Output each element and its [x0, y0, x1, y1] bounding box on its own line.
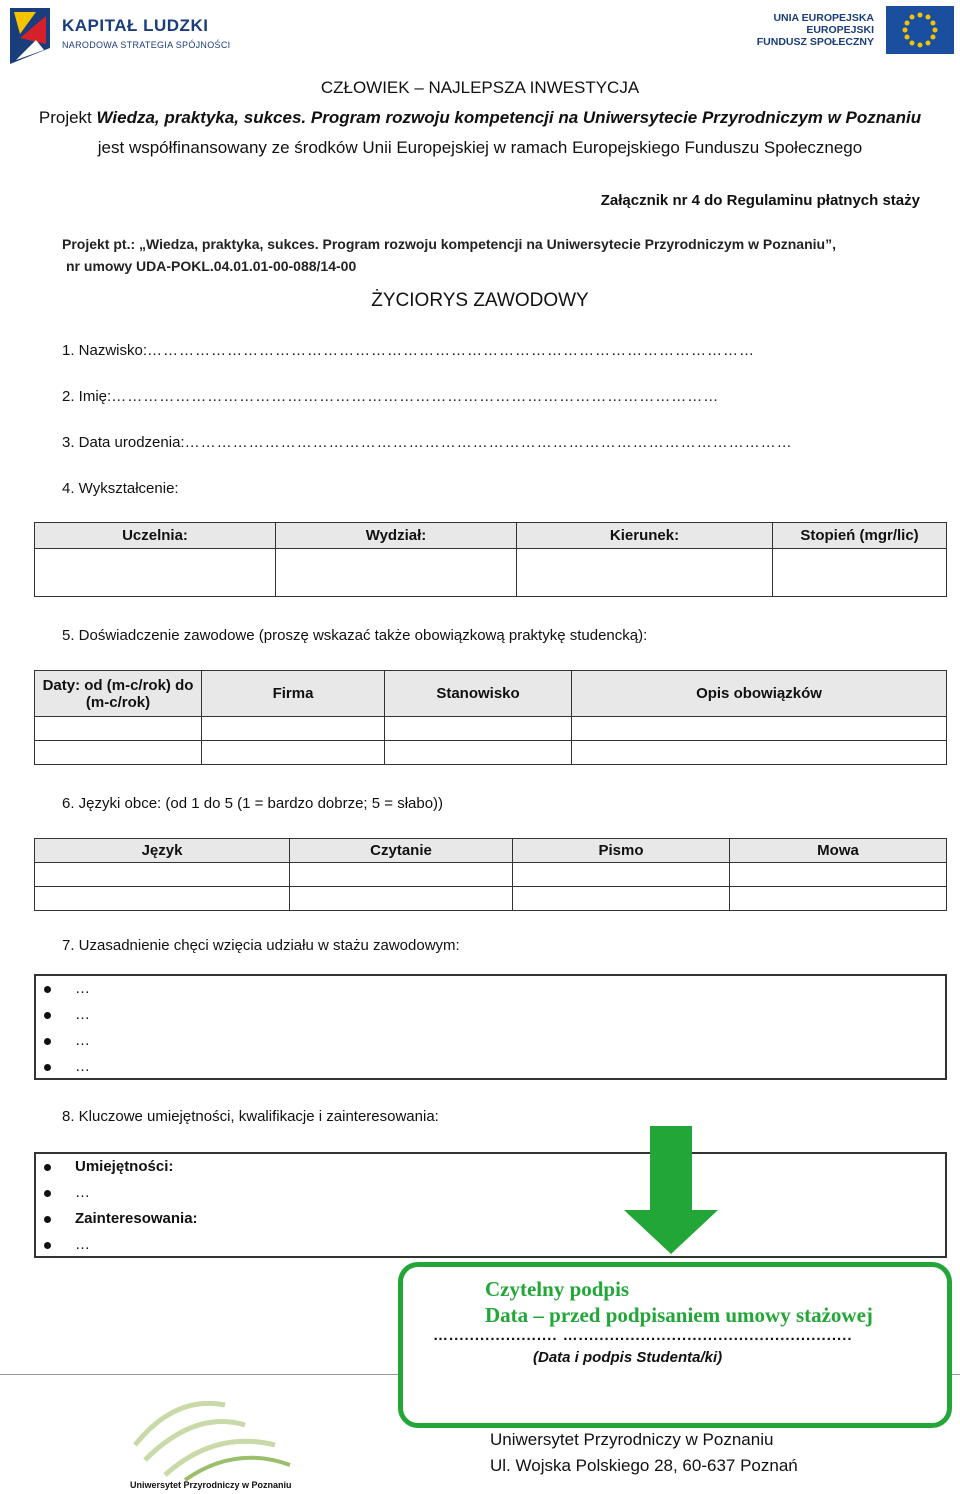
exp-header-firma: Firma — [202, 671, 385, 717]
bullet-icon — [44, 1012, 51, 1019]
kl-title: KAPITAŁ LUDZKI — [62, 16, 209, 35]
languages-label: 6. Języki obce: (od 1 do 5 (1 = bardzo dobrze; 5 = słabo)) — [62, 795, 444, 812]
signature-dots: …..................... …..................................................... — [433, 1327, 853, 1344]
project-line-2: nr umowy UDA-POKL.04.01.01-00-088/14-00 — [66, 258, 357, 274]
exp-cell[interactable] — [202, 717, 385, 741]
signature-box — [398, 1262, 952, 1428]
lang-cell[interactable] — [290, 887, 513, 911]
education-label: 4. Wykształcenie: — [62, 480, 179, 497]
exp-cell[interactable] — [385, 717, 572, 741]
edu-header-uczelnia: Uczelnia: — [35, 523, 276, 549]
bullet-icon — [44, 1242, 51, 1249]
name-field — [62, 388, 719, 405]
exp-cell[interactable] — [35, 717, 202, 741]
signature-line-1: Czytelny podpis — [485, 1277, 630, 1301]
motivation-item: … — [44, 1032, 90, 1049]
eu-flag-icon — [886, 6, 954, 54]
exp-cell[interactable] — [572, 717, 947, 741]
project-heading — [0, 108, 960, 128]
lang-cell[interactable] — [730, 863, 947, 887]
signature-caption: (Data i podpis Studenta/ki) — [533, 1349, 723, 1366]
birth-field — [62, 434, 793, 451]
skills-item: … — [44, 1184, 90, 1201]
lang-cell[interactable] — [290, 863, 513, 887]
footer-address: Ul. Wojska Polskiego 28, 60-637 Poznań — [490, 1456, 798, 1475]
annex-title: Załącznik nr 4 do Regulaminu płatnych staży — [600, 192, 920, 209]
motivation-box[interactable] — [34, 974, 947, 1080]
eu-line2: EUROPEJSKI — [806, 24, 874, 36]
bullet-icon — [44, 1064, 51, 1071]
lang-header-czytanie: Czytanie — [290, 839, 513, 863]
cofinance-note: jest współfinansowany ze środków Unii Europejskiej w ramach Europejskiego Funduszu Społecznego — [97, 138, 863, 157]
motto: CZŁOWIEK – NAJLEPSZA INWESTYCJA — [320, 78, 640, 97]
bullet-icon — [44, 1038, 51, 1045]
lang-header-pismo: Pismo — [513, 839, 730, 863]
eu-text — [757, 12, 874, 48]
exp-cell[interactable] — [35, 741, 202, 765]
surname-dots: …………………………………………………………………………………………………… — [147, 342, 756, 359]
edu-header-kierunek: Kierunek: — [517, 523, 773, 549]
lang-cell[interactable] — [513, 863, 730, 887]
project-line-1: Projekt pt.: „Wiedza, praktyka, sukces. Program rozwoju kompetencji na Uniwersytecie Przyrodniczym w Poznaniu”, — [62, 236, 836, 252]
skills-item: … — [44, 1236, 90, 1253]
footer-university: Uniwersytet Przyrodniczy w Poznaniu — [490, 1430, 774, 1449]
birth-dots: …………………………………………………………………………………………………… — [184, 434, 793, 451]
kapital-ludzki-emblem-icon — [6, 4, 62, 68]
exp-header-stanowisko: Stanowisko — [385, 671, 572, 717]
bullet-icon — [44, 1190, 51, 1197]
bullet-icon — [44, 986, 51, 993]
name-label: 2. Imię: — [62, 388, 112, 405]
lang-header-mowa: Mowa — [730, 839, 947, 863]
university-logo-icon — [115, 1385, 315, 1490]
experience-table — [34, 670, 947, 765]
languages-table — [34, 838, 947, 911]
project-prefix: Projekt — [38, 108, 97, 127]
lang-cell[interactable] — [513, 887, 730, 911]
kapital-ludzki-logo — [6, 4, 216, 68]
project-name: Wiedza, praktyka, sukces. Program rozwoju kompetencji na Uniwersytecie Przyrodniczym w Poznaniu — [96, 108, 922, 127]
edu-cell[interactable] — [773, 549, 947, 597]
signature-line-2: Data – przed podpisaniem umowy stażowej — [485, 1303, 873, 1327]
edu-header-stopien: Stopień (mgr/lic) — [773, 523, 947, 549]
experience-label: 5. Doświadczenie zawodowe (proszę wskazać także obowiązkową praktykę studencką): — [62, 627, 648, 644]
eu-line1: UNIA EUROPEJSKA — [773, 12, 874, 24]
lang-cell[interactable] — [730, 887, 947, 911]
exp-cell[interactable] — [385, 741, 572, 765]
birth-label: 3. Data urodzenia: — [62, 434, 185, 451]
surname-label: 1. Nazwisko: — [62, 342, 148, 359]
skills-label: 8. Kluczowe umiejętności, kwalifikacje i zainteresowania: — [62, 1108, 439, 1125]
exp-header-dates: Daty: od (m-c/rok) do (m-c/rok) — [35, 671, 202, 717]
name-dots: …………………………………………………………………………………………………… — [111, 388, 720, 405]
bullet-icon — [44, 1164, 51, 1171]
cv-title: ŻYCIORYS ZAWODOWY — [371, 290, 589, 311]
bullet-icon — [44, 1216, 51, 1223]
exp-cell[interactable] — [202, 741, 385, 765]
down-arrow-icon — [624, 1126, 718, 1256]
eu-line3: FUNDUSZ SPOŁECZNY — [756, 36, 874, 48]
motivation-item: … — [44, 1058, 90, 1075]
exp-cell[interactable] — [572, 741, 947, 765]
kl-subtitle: NARODOWA STRATEGIA SPÓJNOŚCI — [62, 40, 231, 50]
exp-header-opis: Opis obowiązków — [572, 671, 947, 717]
skills-item: Umiejętności: — [44, 1158, 173, 1175]
edu-cell[interactable] — [35, 549, 276, 597]
lang-cell[interactable] — [35, 887, 290, 911]
motivation-item: … — [44, 1006, 90, 1023]
edu-cell[interactable] — [276, 549, 517, 597]
motivation-item: … — [44, 980, 90, 997]
motivation-label: 7. Uzasadnienie chęci wzięcia udziału w stażu zawodowym: — [62, 937, 460, 954]
edu-header-wydzial: Wydział: — [276, 523, 517, 549]
university-logo-caption: Uniwersytet Przyrodniczy w Poznaniu — [130, 1480, 292, 1490]
lang-cell[interactable] — [35, 863, 290, 887]
lang-header-jezyk: Język — [35, 839, 290, 863]
education-table — [34, 522, 947, 597]
skills-item: Zainteresowania: — [44, 1210, 198, 1227]
surname-field — [62, 342, 755, 359]
edu-cell[interactable] — [517, 549, 773, 597]
